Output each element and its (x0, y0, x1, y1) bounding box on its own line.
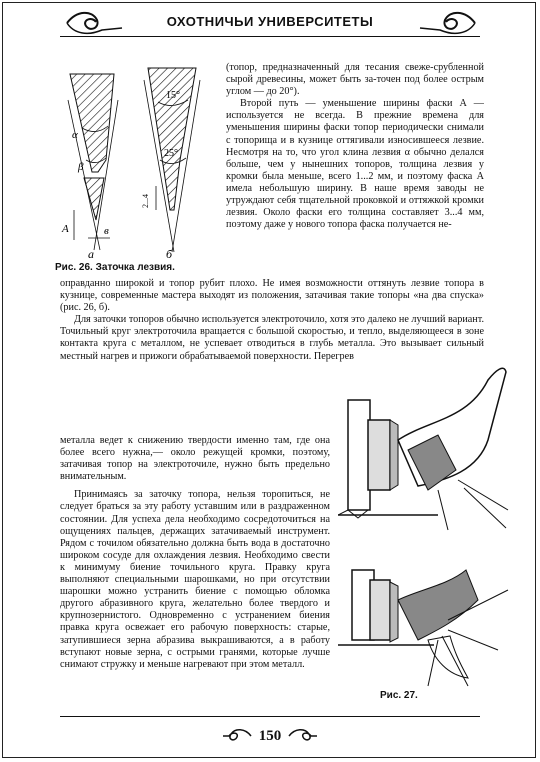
figure-27-grinding-illustration (338, 360, 518, 690)
paragraph: металла ведет к снижению твердости именно там, где она более всего нужна,— около режущей кромки, поэтому, затачивая топор на электроточиле, нужно быть предельно внимательным. (60, 435, 330, 483)
fig26-label-a: а (88, 247, 94, 260)
header-rule (60, 36, 480, 37)
figure-26-caption: Рис. 26. Заточка лезвия. (55, 262, 175, 273)
fig26-label-alpha: α (72, 129, 78, 141)
fig26-label-B: в (104, 225, 109, 237)
paragraph: (топор, предназначенный для тесания свеже-срубленной сырой древесины, может быть за-точен под более острым углом — до 20°). (226, 62, 484, 98)
paragraph: Для заточки топоров обычно используется электроточило, хотя это далеко не лучший вариант. Точильный круг электроточила вращается с большой скоростью, и тепло, выделяющееся в зоне контакта круга с металлом, не успевает отводиться в глубь металла. Это вызывает сильный местный нагрев и прижоги обрабатываемой поверхности. Перегрев (60, 314, 484, 362)
footer-flourish-right-icon (287, 728, 317, 744)
page-number: 150 (258, 727, 282, 744)
text-block-full-width (60, 278, 484, 363)
footer-rule (60, 716, 480, 717)
fig26-label-15deg: 15° (166, 90, 180, 101)
fig26-label-A: А (62, 223, 69, 235)
fig26-label-dim: 2...4 (141, 194, 150, 208)
figure-26-blade-sharpening-diagram (48, 60, 218, 260)
header-title: ОХОТНИЧЬИ УНИВЕРСИТЕТЫ (166, 13, 374, 29)
fig26-label-b: б (166, 247, 173, 260)
text-block-left-column (60, 435, 330, 671)
paragraph: Принимаясь за заточку топора, нельзя торопиться, не следует браться за эту работу уставшим или в раздраженном состоянии. Для успеха дела необходимо сосредоточиться на ощущениях пальцев, держащих затачиваемый инструмент. Рядом с точилом обязательно должна быть вода в достаточно широком сосуде для охлаждения лезвия. Необходимо свести к минимуму биение точильного круга. Правку круга выполняют специальными шарошками, но при отсутствии шарошки можно устранить биение с помощью обломка другого абразивного круга, желательно более твердого и крупнозернистого. Одновременно с устранением биения правка круга освежает его рабочую поверхность: старые, затупившиеся зерна абразива выкрашиваются, а в работу вступают новые зерна, с острыми гранями, которые лучше снимают стружку и меньше нагревают при этом металл. (60, 489, 330, 670)
paragraph: оправданно широкой и топор рубит плохо. Не имея возможности оттянуть лезвие топора в кузнице, современные мастера выходят из положения, затачивая такие топоры «на два спуска» (рис. 26, б). (60, 278, 484, 314)
text-block-right-column (226, 62, 484, 231)
figure-27-caption: Рис. 27. (380, 690, 418, 701)
fig26-label-25deg: 25° (164, 148, 178, 159)
running-header (60, 8, 480, 34)
footer-flourish-left-icon (223, 728, 253, 744)
page-footer (200, 722, 340, 750)
fig26-label-beta: β (78, 161, 84, 173)
paragraph: Второй путь — уменьшение ширины фаски А — используется не всегда. В прежние времена для уменьшения ширины фаски топор периодически снимали с топорища и в кузнице оттягивали износившееся лезвие. Несмотря на то, что угол клина лезвия α обычно делался больше, чем у нынешних топоров, толщина лезвия у кромки была меньше, всего 1...2 мм, и поэтому фаска А имела небольшую ширину. В наше время заводы не утруждают себя тщательной проковкой и оттяжкой кромки лезвия. Около фаски его толщина составляет 3...4 мм, поэтому даже у нового топора фаска получается не- (226, 98, 484, 231)
